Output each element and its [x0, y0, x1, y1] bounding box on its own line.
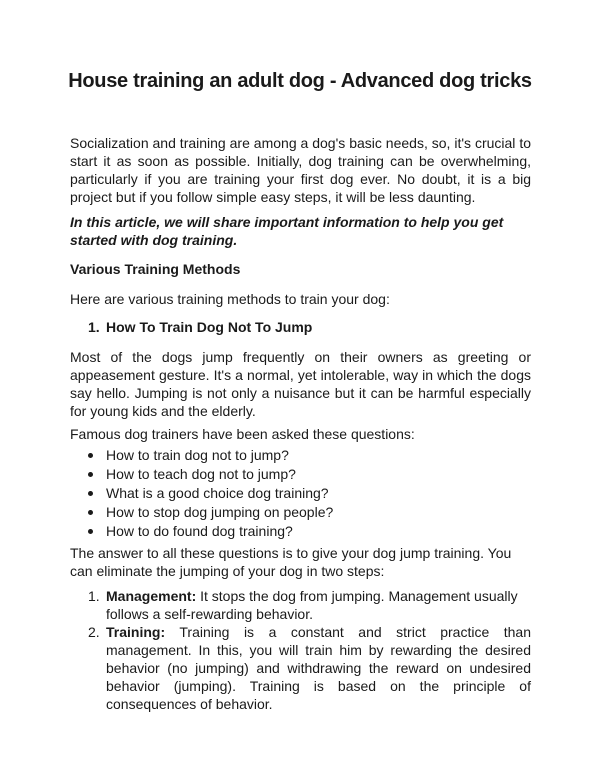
jump-paragraph: Most of the dogs jump frequently on their owners as greeting or appeasement gesture. It's a normal, yet intolerable, way in which the dogs say hello. Jumping is not only a nuisance but it can be harmful especially for young kids and the elderly. — [70, 349, 531, 419]
step-text: Training is a constant and strict practice than management. In this, you will train him by rewarding the desired behavior (no jumping) and withdrawing the reward on undesired behavior (jumping). Training is based on the principle of consequences of behavior. — [106, 624, 531, 712]
step-number: 1. — [88, 588, 100, 604]
list-item-text: What is a good choice dog training? — [106, 485, 329, 501]
list-item — [70, 484, 531, 503]
list-item-text: How to stop dog jumping on people? — [106, 504, 334, 520]
list-item — [70, 522, 531, 541]
step-number: 2. — [88, 624, 100, 640]
step-management — [70, 587, 531, 623]
list-item — [70, 446, 531, 465]
step-text: It stops the dog from jumping. Management usually follows a self-rewarding behavior. — [106, 588, 518, 622]
questions-list — [70, 446, 531, 541]
list-item-text: How to train dog not to jump? — [106, 447, 289, 463]
intro-paragraph: Socialization and training are among a dog's basic needs, so, it's crucial to start it as soon as possible. Initially, dog training can be overwhelming, particularly if you are training your first dog ever. No doubt, it is a big project but if you follow simple easy steps, it will be less daunting. — [70, 135, 531, 205]
subsection-heading — [70, 318, 531, 336]
document-title: House training an adult dog - Advanced dog tricks — [68, 70, 532, 92]
bullet-icon — [88, 453, 93, 458]
step-label: Management: — [106, 588, 197, 604]
answer-paragraph: The answer to all these questions is to give your dog jump training. You can eliminate the jumping of your dog in two steps: — [70, 545, 512, 579]
list-item — [70, 503, 531, 522]
section-heading: Various Training Methods — [70, 261, 241, 277]
questions-intro: Famous dog trainers have been asked these questions: — [70, 426, 415, 442]
list-item — [70, 465, 531, 484]
list-item-text: How to teach dog not to jump? — [106, 466, 296, 482]
bullet-icon — [88, 510, 93, 515]
subsection-number: 1. — [88, 319, 100, 335]
bullet-icon — [88, 529, 93, 534]
subsection-title: How To Train Dog Not To Jump — [106, 319, 313, 335]
bullet-icon — [88, 472, 93, 477]
step-label: Training: — [106, 624, 166, 640]
highlight-paragraph: In this article, we will share important information to help you get started with dog training. — [70, 214, 504, 248]
step-training — [70, 623, 531, 713]
section-intro: Here are various training methods to train your dog: — [70, 291, 390, 307]
bullet-icon — [88, 491, 93, 496]
list-item-text: How to do found dog training? — [106, 523, 293, 539]
